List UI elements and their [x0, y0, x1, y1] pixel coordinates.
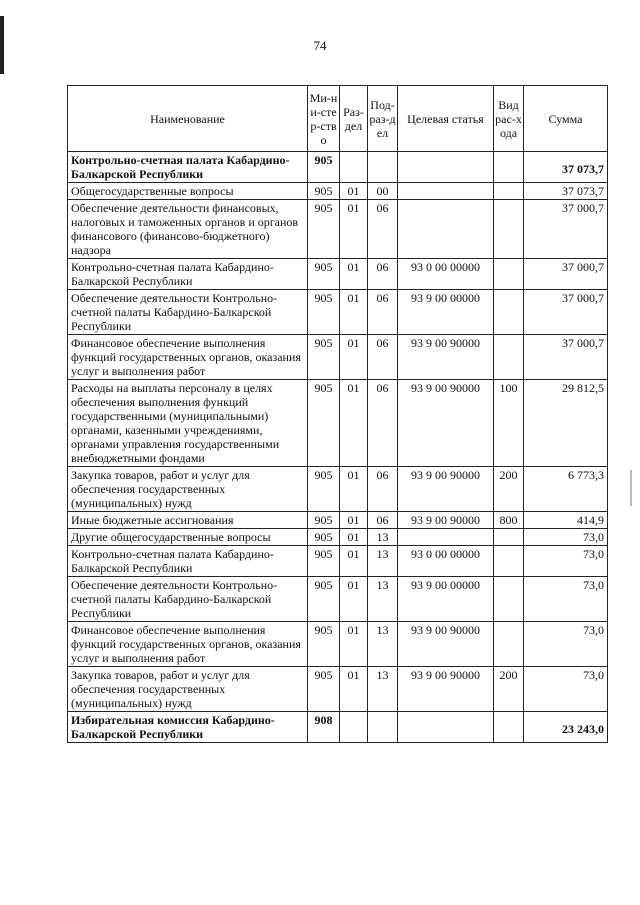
cell-sum: 37 073,7 — [524, 152, 608, 183]
cell-subsection: 13 — [368, 622, 398, 667]
scan-edge-mark-right — [630, 470, 632, 506]
cell-sum: 73,0 — [524, 529, 608, 546]
header-target: Целевая статья — [398, 86, 494, 152]
cell-subsection: 06 — [368, 380, 398, 467]
cell-section: 01 — [340, 467, 368, 512]
cell-target: 93 9 00 90000 — [398, 380, 494, 467]
cell-subsection: 13 — [368, 667, 398, 712]
cell-sum: 37 000,7 — [524, 290, 608, 335]
cell-target: 93 9 00 90000 — [398, 622, 494, 667]
cell-section: 01 — [340, 577, 368, 622]
table-row — [68, 712, 608, 743]
cell-target — [398, 152, 494, 183]
cell-section: 01 — [340, 380, 368, 467]
cell-ministry: 908 — [308, 712, 340, 743]
cell-name: Другие общегосударственные вопросы — [68, 529, 308, 546]
cell-ministry: 905 — [308, 512, 340, 529]
cell-expense-type: 200 — [494, 667, 524, 712]
cell-target: 93 9 00 90000 — [398, 335, 494, 380]
cell-subsection: 06 — [368, 259, 398, 290]
cell-ministry: 905 — [308, 335, 340, 380]
cell-expense-type — [494, 577, 524, 622]
table-row — [68, 290, 608, 335]
cell-subsection: 06 — [368, 335, 398, 380]
cell-name: Финансовое обеспечение выполнения функций государственных органов, оказания услуг и выполнения работ — [68, 622, 308, 667]
cell-subsection: 06 — [368, 290, 398, 335]
cell-section: 01 — [340, 667, 368, 712]
cell-target: 93 9 00 90000 — [398, 467, 494, 512]
cell-expense-type — [494, 712, 524, 743]
header-expense-type: Вид рас-хода — [494, 86, 524, 152]
cell-section: 01 — [340, 200, 368, 259]
cell-name: Контрольно-счетная палата Кабардино-Балкарской Республики — [68, 546, 308, 577]
cell-name: Обеспечение деятельности Контрольно-счетной палаты Кабардино-Балкарской Республики — [68, 577, 308, 622]
cell-expense-type — [494, 335, 524, 380]
table-body — [68, 152, 608, 743]
cell-section: 01 — [340, 622, 368, 667]
cell-target — [398, 183, 494, 200]
cell-expense-type — [494, 259, 524, 290]
table-row — [68, 200, 608, 259]
page-number: 74 — [313, 38, 327, 53]
cell-sum: 6 773,3 — [524, 467, 608, 512]
cell-sum: 23 243,0 — [524, 712, 608, 743]
cell-sum: 37 000,7 — [524, 259, 608, 290]
cell-name: Расходы на выплаты персоналу в целях обеспечения выполнения функций государственными (муниципальными) органами, казенными учреждениями, органами управления государственными внебюджетными фондами — [68, 380, 308, 467]
cell-name: Обеспечение деятельности Контрольно-счетной палаты Кабардино-Балкарской Республики — [68, 290, 308, 335]
cell-name: Избирательная комиссия Кабардино-Балкарской Республики — [68, 712, 308, 743]
table-row — [68, 667, 608, 712]
table-row — [68, 577, 608, 622]
cell-section: 01 — [340, 529, 368, 546]
cell-name: Контрольно-счетная палата Кабардино-Балкарской Республики — [68, 259, 308, 290]
cell-expense-type — [494, 290, 524, 335]
cell-ministry: 905 — [308, 529, 340, 546]
header-ministry: Ми-ни-стер-ство — [308, 86, 340, 152]
cell-ministry: 905 — [308, 577, 340, 622]
cell-expense-type: 100 — [494, 380, 524, 467]
cell-ministry: 905 — [308, 467, 340, 512]
cell-name: Финансовое обеспечение выполнения функций государственных органов, оказания услуг и выполнения работ — [68, 335, 308, 380]
table-row — [68, 259, 608, 290]
cell-sum: 73,0 — [524, 577, 608, 622]
cell-section: 01 — [340, 546, 368, 577]
cell-name: Закупка товаров, работ и услуг для обеспечения государственных (муниципальных) нужд — [68, 667, 308, 712]
cell-ministry: 905 — [308, 546, 340, 577]
cell-expense-type: 200 — [494, 467, 524, 512]
cell-expense-type — [494, 152, 524, 183]
table-row — [68, 546, 608, 577]
cell-ministry: 905 — [308, 290, 340, 335]
cell-subsection: 13 — [368, 529, 398, 546]
cell-subsection: 13 — [368, 546, 398, 577]
cell-target — [398, 712, 494, 743]
cell-ministry: 905 — [308, 380, 340, 467]
cell-ministry: 905 — [308, 183, 340, 200]
cell-name: Закупка товаров, работ и услуг для обеспечения государственных (муниципальных) нужд — [68, 467, 308, 512]
cell-ministry: 905 — [308, 152, 340, 183]
cell-section — [340, 712, 368, 743]
cell-subsection — [368, 712, 398, 743]
cell-expense-type — [494, 546, 524, 577]
cell-target — [398, 200, 494, 259]
cell-target: 93 9 00 90000 — [398, 512, 494, 529]
cell-sum: 37 000,7 — [524, 335, 608, 380]
table-row — [68, 622, 608, 667]
header-section: Раз-дел — [340, 86, 368, 152]
cell-expense-type — [494, 183, 524, 200]
table-row — [68, 512, 608, 529]
cell-sum: 29 812,5 — [524, 380, 608, 467]
cell-target: 93 9 00 00000 — [398, 290, 494, 335]
cell-expense-type — [494, 529, 524, 546]
cell-name: Обеспечение деятельности финансовых, налоговых и таможенных органов и органов финансового (финансово-бюджетного) надзора — [68, 200, 308, 259]
cell-subsection: 06 — [368, 512, 398, 529]
table-header-row — [68, 86, 608, 152]
cell-section: 01 — [340, 183, 368, 200]
table-row — [68, 529, 608, 546]
cell-section: 01 — [340, 259, 368, 290]
cell-section: 01 — [340, 335, 368, 380]
cell-section — [340, 152, 368, 183]
cell-section: 01 — [340, 512, 368, 529]
cell-section: 01 — [340, 290, 368, 335]
cell-sum: 73,0 — [524, 546, 608, 577]
header-name: Наименование — [68, 86, 308, 152]
cell-name: Контрольно-счетная палата Кабардино-Балкарской Республики — [68, 152, 308, 183]
cell-target: 93 9 00 90000 — [398, 667, 494, 712]
cell-sum: 73,0 — [524, 622, 608, 667]
table-row — [68, 380, 608, 467]
table-row — [68, 152, 608, 183]
cell-sum: 37 073,7 — [524, 183, 608, 200]
cell-expense-type — [494, 622, 524, 667]
cell-subsection: 06 — [368, 467, 398, 512]
cell-expense-type — [494, 200, 524, 259]
cell-target: 93 0 00 00000 — [398, 546, 494, 577]
cell-expense-type: 800 — [494, 512, 524, 529]
cell-subsection: 00 — [368, 183, 398, 200]
table-row — [68, 467, 608, 512]
cell-target — [398, 529, 494, 546]
table-row — [68, 183, 608, 200]
cell-target: 93 0 00 00000 — [398, 259, 494, 290]
table-row — [68, 335, 608, 380]
budget-table — [67, 85, 608, 743]
cell-sum: 73,0 — [524, 667, 608, 712]
cell-ministry: 905 — [308, 667, 340, 712]
cell-ministry: 905 — [308, 259, 340, 290]
cell-sum: 414,9 — [524, 512, 608, 529]
cell-name: Иные бюджетные ассигнования — [68, 512, 308, 529]
cell-sum: 37 000,7 — [524, 200, 608, 259]
cell-subsection: 13 — [368, 577, 398, 622]
header-subsection: Под-раз-дел — [368, 86, 398, 152]
cell-ministry: 905 — [308, 622, 340, 667]
cell-target: 93 9 00 00000 — [398, 577, 494, 622]
cell-subsection — [368, 152, 398, 183]
header-sum: Сумма — [524, 86, 608, 152]
cell-ministry: 905 — [308, 200, 340, 259]
cell-subsection: 06 — [368, 200, 398, 259]
cell-name: Общегосударственные вопросы — [68, 183, 308, 200]
